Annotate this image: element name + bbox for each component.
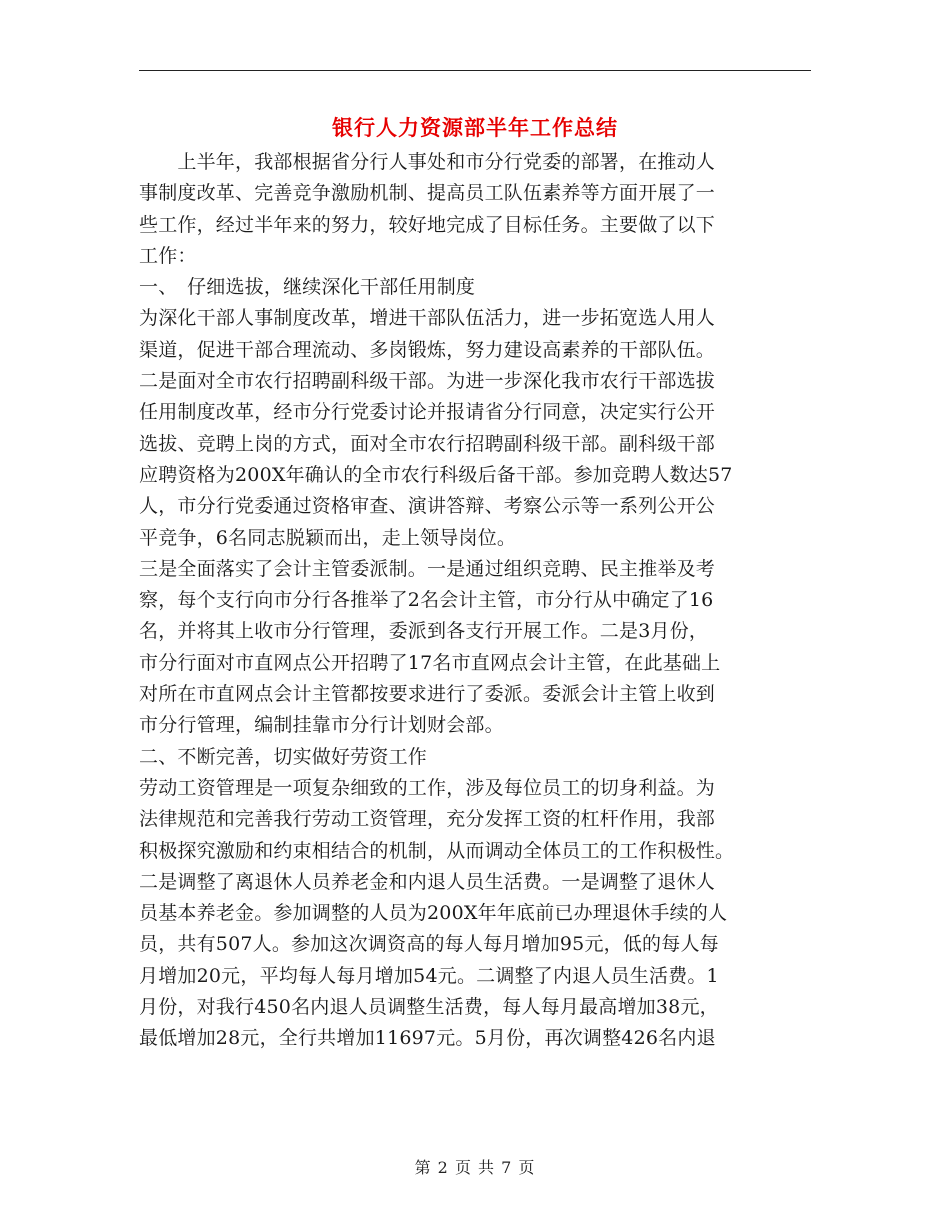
text-line: 人，市分行党委通过资格审查、演讲答辩、考察公示等一系列公开公 — [139, 495, 716, 518]
text-line: 察，每个支行向市分行各推举了2名会计主管，市分行从中确定了16 — [139, 589, 714, 612]
document-title: 银行人力资源部半年工作总结 — [332, 115, 618, 140]
text-line: 工作： — [139, 244, 197, 267]
text-line: 为深化干部人事制度改革，增进干部队伍活力，进一步拓宽选人用人 — [139, 307, 716, 330]
text-line: 劳动工资管理是一项复杂细致的工作，涉及每位员工的切身利益。为 — [139, 776, 716, 799]
text-line: 市分行管理，编制挂靠市分行计划财会部。 — [139, 714, 504, 737]
text-line: 员基本养老金。参加调整的人员为200X年年底前已办理退休手续的人 — [139, 902, 728, 925]
section-heading: 一、 仔细选拔，继续深化干部任用制度 — [139, 276, 476, 299]
text-line: 月增加20元，平均每人每月增加54元。二调整了内退人员生活费。1 — [139, 964, 719, 987]
text-line: 事制度改革、完善竞争激励机制、提高员工队伍素养等方面开展了一 — [139, 182, 716, 205]
text-line: 二是面对全市农行招聘副科级干部。为进一步深化我市农行干部选拔 — [139, 370, 716, 393]
page-number: 第 2 页 共 7 页 — [414, 1158, 536, 1177]
text-line: 法律规范和完善我行劳动工资管理，充分发挥工资的杠杆作用，我部 — [139, 808, 716, 831]
text-line: 应聘资格为200X年确认的全市农行科级后备干部。参加竞聘人数达57 — [139, 463, 733, 486]
text-line: 些工作，经过半年来的努力，较好地完成了目标任务。主要做了以下 — [139, 213, 716, 236]
text-line: 上半年，我部根据省分行人事处和市分行党委的部署，在推动人 — [139, 151, 716, 173]
text-line: 积极探究激励和约束相结合的机制，从而调动全体员工的工作积极性。 — [139, 839, 735, 862]
text-line: 选拔、竞聘上岗的方式，面对全市农行招聘副科级干部。副科级干部 — [139, 432, 716, 455]
text-line: 对所在市直网点会计主管都按要求进行了委派。委派会计主管上收到 — [139, 683, 716, 706]
text-line: 名，并将其上收市分行管理，委派到各支行开展工作。二是3月份， — [139, 620, 709, 643]
section-heading: 二、不断完善，切实做好劳资工作 — [139, 745, 428, 768]
header-rule — [139, 70, 811, 71]
text-line: 渠道，促进干部合理流动、多岗锻炼，努力建设高素养的干部队伍。 — [139, 338, 716, 361]
text-line: 月份，对我行450名内退人员调整生活费，每人每月最高增加38元， — [139, 996, 719, 1019]
text-line: 三是全面落实了会计主管委派制。一是通过组织竞聘、民主推举及考 — [139, 557, 716, 580]
text-line: 市分行面对市直网点公开招聘了17名市直网点会计主管，在此基础上 — [139, 651, 721, 674]
document-body — [139, 147, 815, 1055]
text-line: 最低增加28元，全行共增加11697元。5月份，再次调整426名内退 — [139, 1027, 716, 1050]
text-line: 任用制度改革，经市分行党委讨论并报请省分行同意，决定实行公开 — [139, 401, 716, 424]
text-line: 员，共有507人。参加这次调资高的每人每月增加95元，低的每人每 — [139, 933, 719, 956]
text-line: 平竞争，6名同志脱颖而出，走上领导岗位。 — [139, 526, 517, 549]
text-line: 二是调整了离退休人员养老金和内退人员生活费。一是调整了退休人 — [139, 870, 716, 893]
